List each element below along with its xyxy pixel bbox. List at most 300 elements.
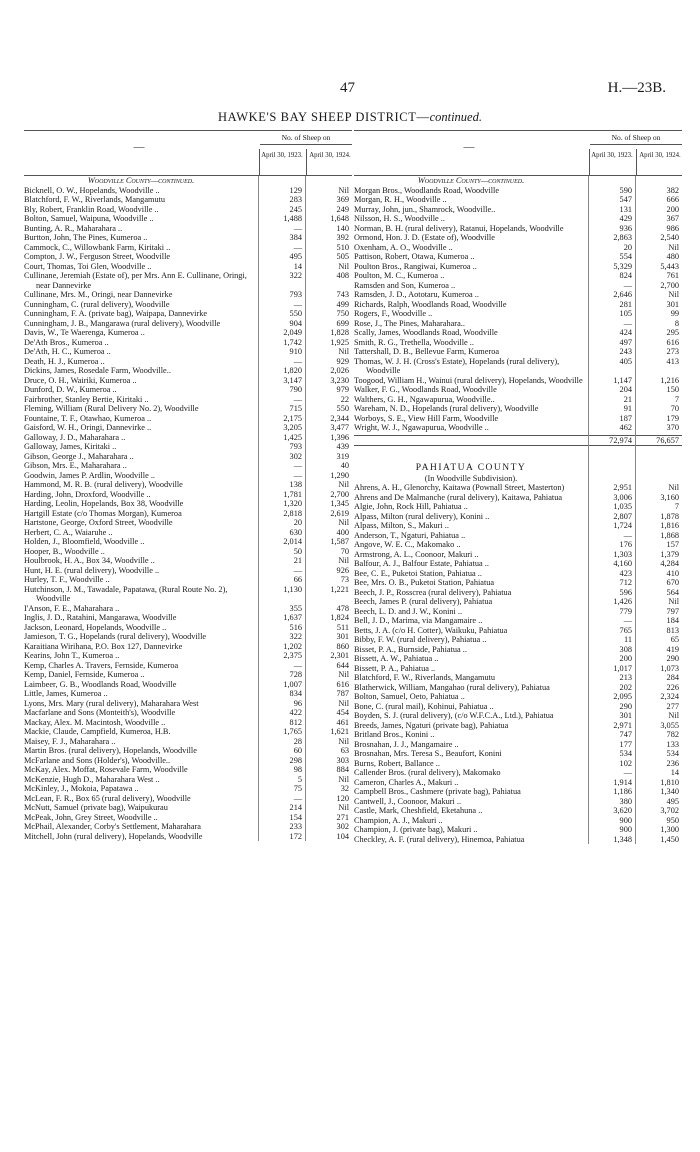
table-row xyxy=(354,347,682,357)
sheep-1923-cell: 423 xyxy=(619,568,632,578)
sheep-1923-cell: 384 xyxy=(289,233,302,242)
sheep-1924-cell: 2,324 xyxy=(660,692,679,701)
sheep-1924-cell: 236 xyxy=(666,758,679,768)
sheep-1923-cell: 2,818 xyxy=(283,508,302,518)
sheep-1923-cell: 550 xyxy=(289,309,302,318)
sheep-1923-cell: 1,186 xyxy=(613,787,632,796)
holder-name-cell: Poulton Bros., Rangiwai, Kumeroa .. xyxy=(354,261,477,271)
sheep-1924-cell: 32 xyxy=(340,784,349,793)
table-row xyxy=(24,195,352,205)
holder-name-cell: Kemp, Daniel, Fernside, Kumeroa .. xyxy=(24,670,145,679)
holder-name-cell: Blatherwick, William, Mangahao (rural delivery), Pahiatua xyxy=(354,682,550,692)
holder-name-cell: Cammock, C., Willowbank Farm, Kiritaki .. xyxy=(24,242,171,252)
holder-name-cell: Court, Thomas, Toi Glen, Woodville .. xyxy=(24,261,152,271)
sheep-1923-cell: 2,971 xyxy=(613,720,632,730)
sheep-1923-cell: 712 xyxy=(619,578,632,587)
sheep-1923-cell: — xyxy=(293,660,302,670)
sheep-1924-cell: 3,477 xyxy=(330,423,349,432)
sheep-1923-cell: 172 xyxy=(289,831,302,841)
holder-name-cell: Ahrens and De Malmanche (rural delivery), Kaitawa, Pahiatua xyxy=(354,492,563,502)
sheep-1924-cell: 70 xyxy=(340,546,349,556)
table-row xyxy=(354,243,682,253)
table-row xyxy=(354,797,682,807)
table-row xyxy=(354,673,682,683)
holder-name-cell: Tattershall, D. B., Bellevue Farm, Kumeroa xyxy=(354,347,500,356)
table-row xyxy=(24,651,352,661)
table-row xyxy=(24,233,352,243)
sheep-1923-cell: 177 xyxy=(619,739,632,749)
sheep-1923-cell: 424 xyxy=(619,328,632,337)
table-row xyxy=(24,585,352,604)
sheep-1924-cell: 750 xyxy=(336,309,349,318)
sheep-1924-cell: 5,443 xyxy=(660,261,679,271)
sheep-1923-cell: 3,620 xyxy=(613,806,632,815)
sheep-1924-cell: 3,230 xyxy=(330,375,349,385)
holder-name-cell: Champion, A. J., Makuri .. xyxy=(354,815,443,825)
sheep-1924-cell: 644 xyxy=(336,660,349,670)
table-row xyxy=(354,404,682,414)
holder-name-cell: Burtton, John, The Pines, Kumeroa .. xyxy=(24,233,148,242)
sheep-1924-cell: 499 xyxy=(336,299,349,309)
sheep-1924-cell: 439 xyxy=(336,442,349,451)
sheep-1923-cell: — xyxy=(293,793,302,803)
table-row xyxy=(24,471,352,481)
sheep-1923-cell: 900 xyxy=(619,815,632,825)
sheep-1924-cell: 382 xyxy=(666,185,679,195)
sheep-1923-cell: — xyxy=(623,318,632,328)
holder-name-cell: Hartstone, George, Oxford Street, Woodville xyxy=(24,518,173,527)
holder-name-cell: Karaitiana Wirihana, P.O. Box 127, Dannevirke xyxy=(24,641,183,651)
sheep-1924-cell: 65 xyxy=(670,635,679,644)
sheep-1924-cell: 284 xyxy=(666,673,679,682)
sheep-1923-cell: 462 xyxy=(619,423,632,432)
table-row xyxy=(24,566,352,576)
holder-name-cell: Cantwell, J., Coonoor, Makuri .. xyxy=(354,796,462,806)
holder-name-cell: Bee, C. E., Puketoi Station, Pahiatua .. xyxy=(354,568,482,578)
holder-name-cell: Holden, J., Bloomfield, Woodville .. xyxy=(24,537,145,546)
table-header: — No. of Sheep on April 30, 1923. April 30, 1924. xyxy=(354,130,682,176)
sheep-1924-cell: 301 xyxy=(666,299,679,309)
sheep-1923-cell: 102 xyxy=(619,758,632,768)
sheep-1923-cell: 497 xyxy=(619,337,632,347)
holder-name-cell: Blatchford, F. W., Riverlands, Mangamutu xyxy=(24,195,166,204)
table-row xyxy=(24,699,352,709)
holder-name-cell: Death, H. J., Kumeroa .. xyxy=(24,356,105,366)
sheep-1923-cell: 298 xyxy=(289,755,302,765)
sheep-1924-cell: Nil xyxy=(338,556,349,565)
sheep-1923-cell: 534 xyxy=(619,749,632,758)
table-row xyxy=(354,385,682,395)
sheep-1923-cell: 60 xyxy=(293,746,302,755)
table-row xyxy=(24,689,352,699)
holder-name-cell: Beech, J. P., Rosscrea (rural delivery), Pahiatua xyxy=(354,587,512,597)
sheep-1923-cell: 233 xyxy=(289,822,302,831)
sheep-1923-cell: 1,781 xyxy=(283,489,302,499)
sheep-1924-cell: 616 xyxy=(336,679,349,689)
table-row xyxy=(24,623,352,633)
table-row xyxy=(24,309,352,319)
table-row xyxy=(354,252,682,262)
holder-name-cell: McLean, F. R., Box 65 (rural delivery), Woodville xyxy=(24,793,191,803)
sheep-1924-cell: 666 xyxy=(666,195,679,204)
table-row xyxy=(354,357,682,376)
sheep-1923-cell: 28 xyxy=(293,736,302,746)
holder-name-cell: Brosnahan, J. J., Mangamaire .. xyxy=(354,739,459,749)
sheep-1923-cell: 516 xyxy=(289,622,302,632)
sheep-1923-cell: 936 xyxy=(619,223,632,233)
right-table xyxy=(354,130,682,844)
holder-name-cell: Kemp, Charles A. Travers, Fernside, Kumeroa xyxy=(24,660,179,670)
table-row xyxy=(24,670,352,680)
holder-name-cell: Martin Bros. (rural delivery), Hopelands, Woodville xyxy=(24,746,197,755)
holder-name-cell: Kearins, John T., Kumeroa .. xyxy=(24,651,120,660)
table-row xyxy=(24,794,352,804)
table-row xyxy=(354,521,682,531)
sheep-1924-cell: Nil xyxy=(338,261,349,271)
table-row xyxy=(24,556,352,566)
sheep-1923-cell: 2,646 xyxy=(613,290,632,299)
holder-name-cell: Angove, W. E. C., Makomako .. xyxy=(354,540,461,549)
sheep-1924-cell: 273 xyxy=(666,347,679,356)
table-row xyxy=(24,214,352,224)
holder-name-cell: Cunningham, F. A. (private bag), Waipapa, Dannevirke xyxy=(24,309,208,318)
table-row xyxy=(354,578,682,588)
holder-name-cell: Cameron, Charles A., Makuri .. xyxy=(354,777,459,787)
sheep-1924-cell: 400 xyxy=(336,527,349,537)
holder-name-cell: Breeds, James, Ngaturi (private bag), Pahiatua xyxy=(354,720,509,730)
sheep-1923-cell: 422 xyxy=(289,708,302,717)
holder-name-cell: Brosnahan, Mrs. Teresa S., Beaufort, Konini xyxy=(354,749,502,758)
holder-name-cell: Beech, L. D. and J. W., Konini .. xyxy=(354,606,463,616)
table-row xyxy=(24,414,352,424)
holder-name-cell: Galloway, James, Kiritaki .. xyxy=(24,442,117,451)
table-row xyxy=(24,632,352,642)
sheep-1923-cell: 3,205 xyxy=(283,423,302,432)
holder-name-cell: Gibson, Mrs. E., Maharahara .. xyxy=(24,461,127,470)
holder-name-cell: Armstrong, A. L., Coonoor, Makuri .. xyxy=(354,549,479,559)
sheep-1924-cell: 22 xyxy=(340,394,349,404)
sheep-1924-cell: 295 xyxy=(666,328,679,337)
table-row xyxy=(24,490,352,500)
table-row xyxy=(354,309,682,319)
sheep-1924-cell: 2,619 xyxy=(330,508,349,518)
table-row xyxy=(354,702,682,712)
table-row xyxy=(24,509,352,519)
holder-name-cell: Inglis, J. D., Ratahini, Mangarawa, Woodville xyxy=(24,613,177,622)
holder-name-cell: Balfour, A. J., Balfour Estate, Pahiatua .. xyxy=(354,559,489,568)
sheep-1924-cell: 1,925 xyxy=(330,337,349,347)
holder-name-cell: Macfarlane and Sons (Monteith's), Woodville xyxy=(24,708,176,717)
table-row xyxy=(354,502,682,512)
table-row xyxy=(354,281,682,291)
sheep-1924-cell: 1,379 xyxy=(660,549,679,559)
sheep-1923-cell: 290 xyxy=(619,701,632,711)
holder-name-cell: Walthers, G. H., Ngawapurua, Woodville.. xyxy=(354,394,495,404)
sheep-1924-cell: 534 xyxy=(666,749,679,758)
holder-name-cell: Bell, J. D., Marima, via Mangamaire .. xyxy=(354,616,483,625)
holder-name-cell: McPeak, John, Grey Street, Woodville .. xyxy=(24,812,158,822)
holder-name-cell: Norman, B. H. (rural delivery), Ratanui, Hopelands, Woodville xyxy=(354,223,564,233)
sheep-1924-cell: 73 xyxy=(340,575,349,584)
table-row xyxy=(354,569,682,579)
table-body xyxy=(24,176,352,841)
holder-name-cell: McKinley, J., Mokoia, Papatawa .. xyxy=(24,784,139,793)
sheep-1924-cell: 370 xyxy=(666,423,679,432)
sheep-1924-cell: 1,810 xyxy=(660,777,679,787)
holder-name-cell: Hammond, M. R. B. (rural delivery), Woodville xyxy=(24,480,183,489)
sheep-1924-cell: 1,621 xyxy=(330,727,349,736)
table-row xyxy=(354,749,682,759)
holder-name-cell: Dunford, D. W., Kumeroa .. xyxy=(24,385,117,394)
sheep-1923-cell: 900 xyxy=(619,825,632,834)
sheep-1923-cell: 283 xyxy=(289,195,302,204)
table-row xyxy=(24,661,352,671)
table-row xyxy=(354,423,682,433)
table-row xyxy=(354,825,682,835)
sheep-1924-cell: 302 xyxy=(336,822,349,831)
table-row xyxy=(354,531,682,541)
table-row xyxy=(354,493,682,503)
holder-name-cell: Morgan Bros., Woodlands Road, Woodville xyxy=(354,185,500,195)
holder-name-cell: Hartgill Estate (c/o Thomas Morgan), Kumeroa xyxy=(24,508,182,518)
page-header xyxy=(0,80,700,102)
table-row xyxy=(24,528,352,538)
sheep-1924-cell: 8 xyxy=(674,318,679,328)
holder-name-cell: Mackay, Alex. M. Macintosh, Woodville .. xyxy=(24,717,166,727)
table-row xyxy=(354,607,682,617)
sheep-1923-cell: 50 xyxy=(293,546,302,556)
sheep-1924-cell: 670 xyxy=(666,578,679,587)
holder-name-cell: Pattison, Robert, Otawa, Kumeroa .. xyxy=(354,252,475,261)
sheep-1923-cell: 131 xyxy=(619,204,632,214)
sheep-1924-cell: 860 xyxy=(336,641,349,651)
holder-name-cell: Goodwin, James P. Ardlin, Woodville .. xyxy=(24,470,156,480)
table-row xyxy=(24,680,352,690)
sheep-1923-cell: — xyxy=(623,530,632,540)
holder-name-cell: Checkley, A. F. (rural delivery), Hinemoa, Pahiatua xyxy=(354,834,525,844)
table-row xyxy=(354,588,682,598)
sheep-1923-cell: — xyxy=(293,565,302,575)
sheep-1924-cell: Nil xyxy=(338,803,349,812)
table-row xyxy=(24,727,352,737)
holder-name-cell: Fairbrother, Stanley Bertie, Kiritaki .. xyxy=(24,394,149,404)
sheep-1923-cell: 20 xyxy=(293,518,302,527)
sheep-1923-cell: 176 xyxy=(619,540,632,549)
table-row xyxy=(354,550,682,560)
holder-name-cell: Toogood, William H., Wainui (rural delivery), Hopelands, Woodville xyxy=(354,375,583,385)
table-row xyxy=(354,540,682,550)
sheep-1923-cell: 405 xyxy=(619,356,632,366)
holder-name-cell: Poulton, M. C., Kumeroa .. xyxy=(354,271,445,280)
sheep-1924-cell: 249 xyxy=(336,204,349,214)
table-row xyxy=(24,271,352,290)
sheep-1924-cell: Nil xyxy=(668,290,679,299)
holder-name-cell: Harding, Leolin, Hopelands, Box 38, Woodville xyxy=(24,499,184,508)
sheep-1923-cell: 322 xyxy=(289,632,302,641)
table-row xyxy=(354,290,682,300)
holder-name-cell: Alpass, Milton (rural delivery), Konini .. xyxy=(354,511,490,521)
sheep-1923-cell: 1,637 xyxy=(283,613,302,622)
table-row xyxy=(24,547,352,557)
county-total-row: 72,974 76,657 xyxy=(354,435,682,447)
holder-name-cell: McNutt, Samuel (private bag), Waipukurau xyxy=(24,803,168,812)
sheep-1924-cell: 2,700 xyxy=(660,280,679,290)
table-row xyxy=(24,803,352,813)
holder-name-cell: De'Ath Bros., Kumeroa .. xyxy=(24,337,109,347)
table-row xyxy=(354,721,682,731)
sheep-1923-cell: 11 xyxy=(624,635,632,644)
holder-name-cell: Cunningham, J. B., Mangarawa (rural delivery), Woodville xyxy=(24,318,221,328)
sheep-1923-cell: — xyxy=(623,768,632,777)
sheep-1923-cell: 66 xyxy=(293,575,302,584)
sheep-1923-cell: 429 xyxy=(619,214,632,223)
sheep-1923-cell: 355 xyxy=(289,603,302,613)
sheep-1924-cell: Nil xyxy=(338,774,349,784)
sheep-1923-cell: 213 xyxy=(619,673,632,682)
sheep-1923-cell: 793 xyxy=(289,442,302,451)
document-reference: H.—23B. xyxy=(607,80,666,96)
table-row xyxy=(24,433,352,443)
table-row xyxy=(354,319,682,329)
table-row xyxy=(354,635,682,645)
sheep-1923-cell: — xyxy=(293,242,302,252)
sheep-1924-cell: 1,073 xyxy=(660,663,679,673)
sheep-1923-cell: 105 xyxy=(619,309,632,318)
sheep-1924-cell: 1,648 xyxy=(330,214,349,223)
table-row xyxy=(354,186,682,196)
holder-name-cell: Dickins, James, Rosedale Farm, Woodville.. xyxy=(24,366,171,375)
holder-name-cell: Alpass, Milton, S., Makuri .. xyxy=(354,521,449,530)
sheep-1923-cell: 138 xyxy=(289,480,302,489)
table-row xyxy=(354,262,682,272)
sheep-1924-cell: 303 xyxy=(336,755,349,765)
table-row xyxy=(24,518,352,528)
sheep-1923-cell: 2,951 xyxy=(613,483,632,492)
sheep-1923-cell: 904 xyxy=(289,318,302,328)
table-row xyxy=(354,778,682,788)
sheep-1924-cell: 1,216 xyxy=(660,375,679,385)
sheep-1923-cell: 2,807 xyxy=(613,511,632,521)
sheep-1924-cell: 99 xyxy=(670,309,679,318)
sheep-1923-cell: 1,426 xyxy=(613,597,632,606)
sheep-1923-cell: 14 xyxy=(293,261,302,271)
sheep-1924-cell: 761 xyxy=(666,271,679,280)
sheep-1924-cell: Nil xyxy=(338,480,349,489)
holder-name-cell: Lyons, Mrs. Mary (rural delivery), Maharahara West xyxy=(24,698,199,708)
holder-name-cell: Gibson, George J., Maharahara .. xyxy=(24,451,134,461)
sheep-1923-cell: 308 xyxy=(619,644,632,654)
table-row xyxy=(24,442,352,452)
sheep-1924-cell: 743 xyxy=(336,290,349,299)
holder-name-cell: De'Ath, H. C., Kumeroa .. xyxy=(24,347,111,356)
holder-name-cell: Wright, W. J., Ngawapurua, Woodville .. xyxy=(354,423,489,432)
sheep-1924-cell: 408 xyxy=(336,271,349,280)
sheep-1923-cell: 2,863 xyxy=(613,233,632,242)
section-subheading: Woodville County—continued. xyxy=(87,176,195,185)
sheep-1923-cell: 824 xyxy=(619,271,632,280)
table-row xyxy=(354,806,682,816)
sheep-1924-cell: 1,587 xyxy=(330,537,349,546)
sheep-1924-cell: Nil xyxy=(668,242,679,252)
holder-name-cell: Cunningham, C. (rural delivery), Woodville xyxy=(24,299,170,309)
table-row xyxy=(354,271,682,281)
holder-name-cell: Compton, J. W., Ferguson Street, Woodville xyxy=(24,252,171,261)
table-row xyxy=(354,376,682,386)
table-row xyxy=(354,787,682,797)
sheep-1924-cell: 367 xyxy=(666,214,679,223)
table-row xyxy=(354,759,682,769)
sheep-1924-cell: 1,396 xyxy=(330,432,349,442)
table-row xyxy=(24,300,352,310)
table-row xyxy=(24,385,352,395)
table-row xyxy=(24,499,352,509)
sheep-1924-cell: 413 xyxy=(666,356,679,366)
sheep-1924-cell: 1,300 xyxy=(660,825,679,834)
table-row xyxy=(24,537,352,547)
table-row xyxy=(24,319,352,329)
sheep-1924-cell: 616 xyxy=(666,337,679,347)
sheep-1924-cell: 150 xyxy=(666,385,679,394)
sheep-1923-cell: 834 xyxy=(289,689,302,698)
holder-name-cell: Rose, J., The Pines, Maharahara.. xyxy=(354,318,465,328)
holder-name-cell: Champion, J. (private bag), Makuri .. xyxy=(354,825,478,834)
table-row xyxy=(24,347,352,357)
holder-name-cell: Bone, C. (rural mail), Kohinui, Pahiatua .. xyxy=(354,701,494,711)
table-row xyxy=(24,357,352,367)
sheep-1924-cell: 926 xyxy=(336,565,349,575)
sheep-1923-cell: 793 xyxy=(289,290,302,299)
sheep-1923-cell: 5 xyxy=(297,774,302,784)
sheep-1924-cell: 271 xyxy=(336,812,349,822)
sheep-1924-cell: 7 xyxy=(674,394,679,404)
holder-name-cell: Maisey, F. J., Maharahara .. xyxy=(24,736,116,746)
sheep-1924-cell: 14 xyxy=(670,768,679,777)
sheep-1924-cell: 2,344 xyxy=(330,413,349,423)
holder-name-cell: Nilsson, H. S., Woodville .. xyxy=(354,214,445,223)
holder-name-cell: Cullinane, Mrs. M., Oringi, near Dannevirke xyxy=(24,290,173,299)
sheep-1924-cell: 410 xyxy=(666,568,679,578)
holder-name-cell: Mackie, Claude, Campfield, Kumeroa, H.B. xyxy=(24,727,171,736)
holder-name-cell: Houlbrook, H. A., Box 34, Woodville .. xyxy=(24,556,155,565)
sheep-1923-cell: 20 xyxy=(623,242,632,252)
sheep-1924-cell: 277 xyxy=(666,701,679,711)
table-row xyxy=(24,205,352,215)
table-row xyxy=(354,195,682,205)
sheep-1923-cell: 301 xyxy=(619,711,632,720)
table-row xyxy=(354,692,682,702)
holder-name-cell: Laimbeer, G. B., Woodlands Road, Woodville xyxy=(24,679,177,689)
holder-name-cell: Gaisford, W. H., Oringi, Dannevirke .. xyxy=(24,423,152,432)
table-row xyxy=(354,300,682,310)
sheep-1924-cell: Nil xyxy=(338,347,349,356)
table-row xyxy=(354,328,682,338)
sheep-1923-cell: 765 xyxy=(619,625,632,635)
sheep-1924-cell: 63 xyxy=(340,746,349,755)
county-heading: PAHIATUA COUNTY xyxy=(415,463,527,473)
table-row xyxy=(354,597,682,607)
sheep-1924-cell: 979 xyxy=(336,385,349,394)
holder-name-cell: Callender Bros. (rural delivery), Makomako xyxy=(354,768,501,777)
sheep-1923-cell: 1,742 xyxy=(283,337,302,347)
table-row xyxy=(24,480,352,490)
sheep-1924-cell: 179 xyxy=(666,413,679,423)
sheep-1923-cell: 96 xyxy=(293,698,302,708)
county-subheading: (In Woodville Subdivision). xyxy=(424,473,518,483)
holder-name-cell: Jamieson, T. G., Hopelands (rural delivery), Woodville xyxy=(24,632,207,641)
sheep-1924-cell: Nil xyxy=(338,670,349,679)
table-row xyxy=(354,512,682,522)
sheep-1924-cell: 782 xyxy=(666,730,679,739)
